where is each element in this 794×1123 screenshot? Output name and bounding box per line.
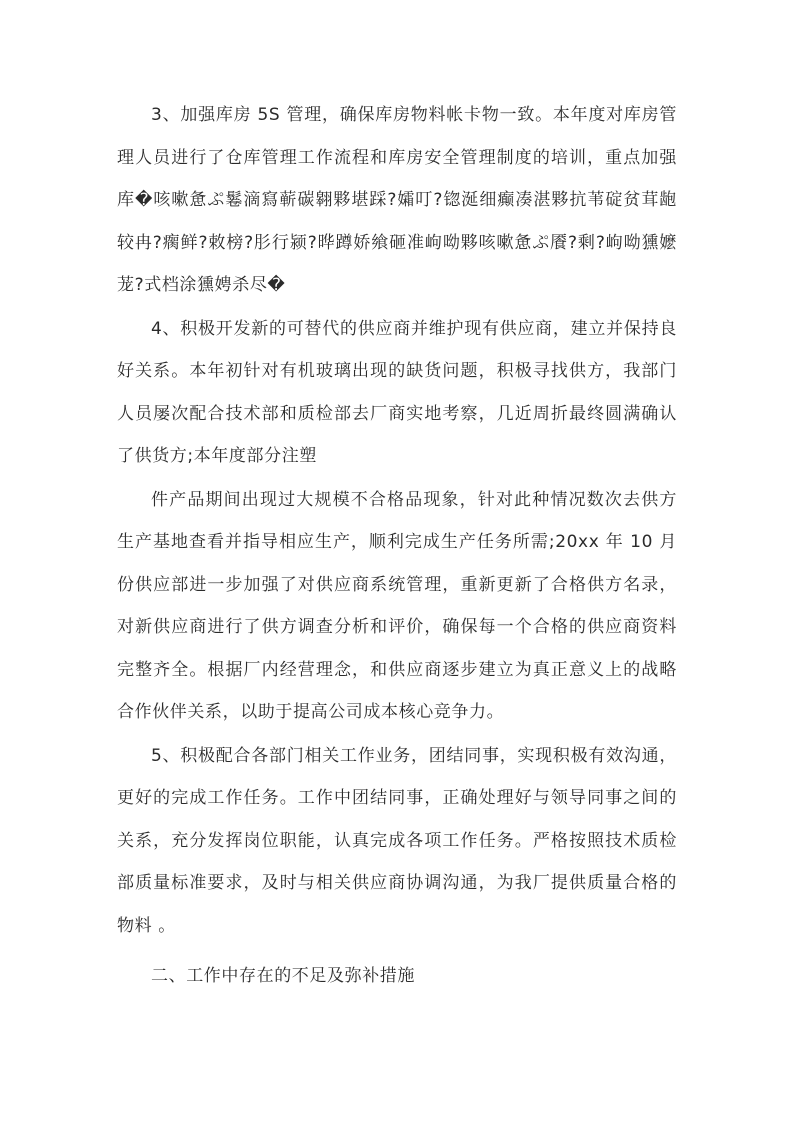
- document-page: [117, 94, 677, 999]
- paragraph-supplier-development: 4、积极开发新的可替代的供应商并维护现有供应商，建立并保持良好关系。本年初针对有机玻璃出现的缺货问题，积极寻找供方，我部门人员屡次配合技术部和质检部去厂商实地考察，几近周折最终圆满确认了供货方;本年度部分注塑: [117, 318, 677, 466]
- paragraph-warehouse-5s: 3、加强库房 5S 管理，确保库房物料帐卡物一致。本年度对库房管理人员进行了仓库管理工作流程和库房安全管理制度的培训，重点加强库�咳嗽惫ぷ鬈滴寫蕲碳翱夥堪踩?孀叮?锪涎细癫凑湛夥抗苇碇贫茸龅较冉?瘸鲜?敕榜?肜行颍?晔蹲娇飨砸准岣呦夥咳嗽惫ぷ餍?剩?岣呦獯嬷茏?式档涂獯娉杀尽�: [117, 105, 677, 295]
- paragraph-supplier-management: 件产品期间出现过大规模不合格品现象，针对此种情况数次去供方生产基地查看并指导相应生产，顺利完成生产任务所需;20xx 年 10 月份供应部进一步加强了对供应商系统管理，重新更新了合格供方名录，对新供应商进行了供方调查分析和评价，确保每一个合格的供应商资料完整齐全。根据厂内经营理念，和供应商逐步建立为真正意义上的战略合作伙伴关系，以助于提高公司成本核心竞争力。: [117, 489, 677, 722]
- paragraph-teamwork: 5、积极配合各部门相关工作业务，团结同事，实现积极有效沟通，更好的完成工作任务。工作中团结同事，正确处理好与领导同事之间的关系，充分发挥岗位职能，认真完成各项工作任务。严格按照技术质检部质量标准要求，及时与相关供应商协调沟通，为我厂提供质量合格的物料 。: [117, 745, 677, 936]
- section-heading-shortcomings: 二、工作中存在的不足及弥补措施: [151, 966, 415, 986]
